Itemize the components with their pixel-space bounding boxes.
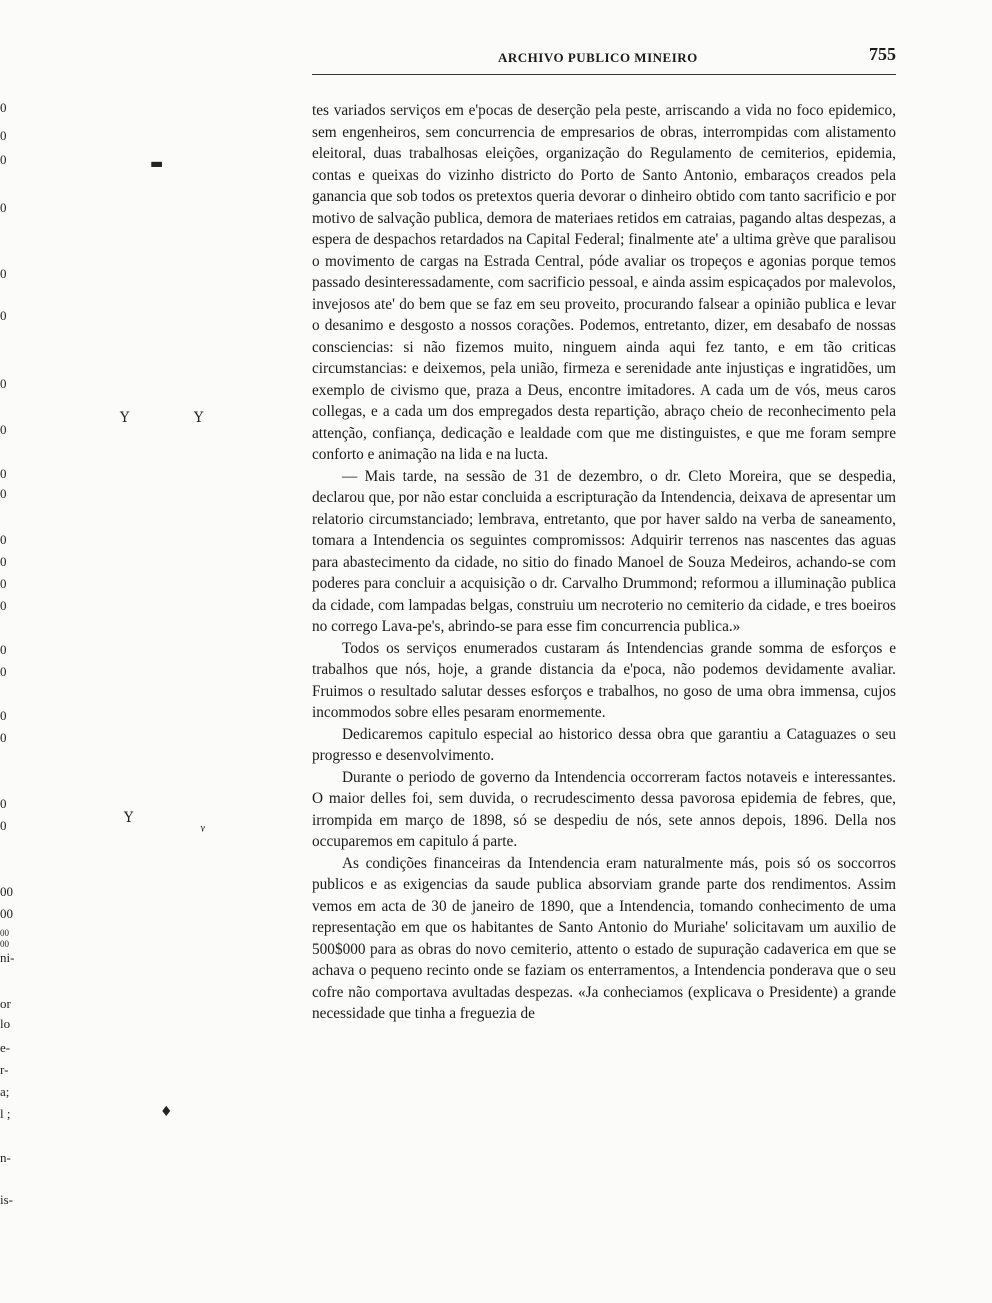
margin-fragment: 0 [0,818,7,833]
ink-speck: Y [120,410,130,426]
margin-fragment: 00 [0,906,13,921]
margin-fragment: n- [0,1150,11,1165]
margin-fragment: 0 [0,554,7,569]
margin-fragment: a; [0,1084,10,1099]
margin-fragment: is- [0,1192,13,1207]
margin-fragment: 0 [0,708,7,723]
margin-fragment: lo [0,1016,11,1031]
margin-fragment: 0 [0,796,7,811]
ink-speck: Y [124,810,134,826]
margin-fragment: 0 [0,152,7,167]
paragraph: As condições financeiras da Intendencia eram naturalmente más, pois só os soccorros publicos e as exigencias da saude publica absorviam grande parte dos rendimentos. Assim vemos em acta de 30 de janeiro de 1890, que a Intendencia, tomando conhecimento de uma representação em que os habitantes de Santo Antonio do Muriahe' solicitavam um auxilio de 500$000 para as obras do novo cemiterio, attento o estado de supuração cadaverica em que se achava o pequeno recinto onde se faziam os enterramentos, a Intendencia ponderava que o seu cofre não comportava avultadas despezas. «Ja conheciamos (explicava o Presidente) a grande necessidade que tinha a freguezia de [312,854,896,1022]
margin-fragment: 0 [0,642,7,657]
paragraph: tes variados serviços em e'pocas de deserção pela peste, arriscando a vida no foco epidemico, sem engenheiros, sem concurrencia de empresarios de obras, interrompidas com alistamento eleitoral, duas trabalhosas eleições, organização do Regulamento de cemiterios, epidemia, contas e queixas do vizinho districto do Porto de Santo Antonio, embaraços creados pela ganancia que sob todos os pretextos queria devorar o dinheiro obtido com tanto sacrificio e por motivo de salvação publica, demora de materiaes retidos em catraias, pagando altas despezas, a espera de despachos retardados na Capital Federal; finalmente ate' a ultima grève que paralisou o movimento de cargas na Estrada Central, póde avaliar os tropeços e agonias porque temos passado desinteressadamente, com sacrificio pessoal, e ainda assim espicaçados por malevolos, invejosos ate' do bem que se faz em seu proveito, procurando falsear a opinião publica e levar o desanimo e desgosto a nossos corações. Podemos, entretanto, dizer, em desabafo de nossas consciencias: si não fizemos muito, ninguem ainda aqui fez tanto, e em tão criticas circumstancias: e deixemos, pela união, firmeza e serenidade ante injustiças e ingratidões, um exemplo de civismo que, praza a Deus, encontre imitadores. A cada um de vós, meus caros collegas, e a cada um dos empregados desta repartição, abraço cheio de reconhecimento pela attenção, confiança, dedicação e lealdade com que me distinguistes, e que me foram sempre conforto e animação na lida e na lucta. [312,102,896,463]
ink-speck: ♦ [160,1104,173,1120]
paragraph: Dedicaremos capitulo especial ao historico dessa obra que garantiu a Cataguazes o seu progresso e desenvolvimento. [312,725,896,764]
margin-fragment: 0 [0,466,7,481]
margin-fragment: 00 [0,884,13,899]
margin-fragment: 00 [0,928,9,938]
running-header [312,44,896,74]
margin-fragment: 0 [0,664,7,679]
margin-fragment: 0 [0,128,7,143]
margin-fragment: or [0,996,11,1011]
margin-fragment: e- [0,1040,11,1055]
paragraph: Durante o periodo de governo da Intendencia occorreram factos notaveis e interessantes. O maior delles foi, sem duvida, o recrudescimento dessa pavorosa epidemia de febres, que, irrompida em março de 1898, só se despediu de nós, sete annos depois, 1896. Della nos occuparemos em capitulo á parte. [312,768,896,850]
margin-fragment: r- [0,1062,9,1077]
margin-fragment: 0 [0,576,7,591]
page-number: 755 [869,44,896,64]
margin-fragment: 0 [0,308,7,323]
margin-fragment: 0 [0,532,7,547]
margin-fragment: 0 [0,100,7,115]
header-title: ARCHIVO PUBLICO MINEIRO [498,50,698,65]
ink-speck: ᵧ [200,818,206,834]
page-body [312,100,896,1025]
margin-fragment: 0 [0,730,7,745]
margin-fragment: 0 [0,598,7,613]
paragraph: — Mais tarde, na sessão de 31 de dezembro, o dr. Cleto Moreira, que se despedia, declarou que, por não estar concluida a escripturação da Intendencia, deixava de apresentar um relatorio circumstanciado; lembrava, entretanto, que por haver saldo na verba de saneamento, tomara a Intendencia os seguintes compromissos: Adquirir terrenos nas nascentes das aguas para abastecimento da cidade, no sitio do finado Manoel de Souza Medeiros, achando-se com poderes para concluir a acquisição o dr. Carvalho Drummond; reformou a illuminação publica da cidade, com lampadas belgas, construiu um necroterio no cemiterio da cidade, e tres boeiros no corrego Lava-pe's, abrindo-se para esse fim concurrencia publica.» [312,467,896,635]
margin-fragment: 0 [0,486,7,501]
margin-fragment: 0 [0,200,7,215]
ink-speck: ▬ [150,156,164,172]
margin-fragment: 0 [0,266,7,281]
paragraph: Todos os serviços enumerados custaram ás Intendencias grande somma de esforços e trabalhos que nós, hoje, a grande distancia da e'poca, não podemos devidamente avaliar. Fruimos o resultado salutar desses esforços e trabalhos, no goso de uma obra immensa, cujos incommodos sobre elles pesaram enormemente. [312,639,896,721]
header-rule [312,74,896,75]
margin-fragment: l ; [0,1106,11,1121]
margin-fragment: 0 [0,422,7,437]
left-margin-bleed [0,0,16,1303]
margin-fragment: ni- [0,950,15,965]
ink-speck: Y [194,410,204,426]
margin-fragment: 00 [0,939,9,949]
margin-fragment: 0 [0,376,7,391]
